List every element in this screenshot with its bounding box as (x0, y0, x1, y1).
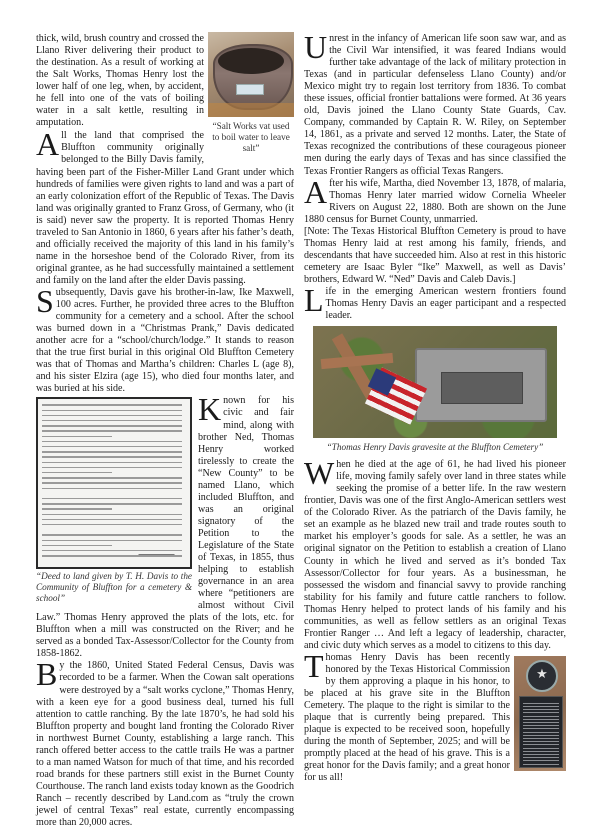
right-column (304, 29, 566, 784)
marker-text-line (523, 741, 559, 742)
paragraph-civic-text: nown for his civic and fair mind, along with brother Ned, Thomas Henry worked tirelessly to create the “New County” to be named Llano, which included Bluffton, and was an original signatory of the Petition to the Legislature of the State of Texas, in 1855, thus helping to establish governance in an area where “petitioners are almost without Civil Law.” Thomas Henry approved the plats of the lots, etc. for Bluffton when a mill was constructed on the River; and he served as a bonded Tax-Assessor/Collector for the County from 1858-1862. (36, 395, 294, 660)
deed-text-line (42, 545, 112, 546)
marker-text-line (523, 735, 559, 736)
deed-text-line (42, 555, 182, 556)
drop-cap: K (198, 391, 222, 428)
marker-text-line (523, 716, 559, 717)
marker-text-line (523, 757, 559, 758)
marker-text-line (523, 709, 559, 710)
paragraph-marriage-text: fter his wife, Martha, died November 13, 1878, of malaria, Thomas Henry later married widow Cornelia Wheeler Rivers on August 22, 1880. Both are shown on the June 1880 census for Burnet County, unmarried. (304, 177, 566, 225)
drop-cap: T (304, 647, 324, 684)
deed-text-line (42, 519, 182, 520)
deed-text-line (42, 420, 182, 421)
salt-vat-photo (208, 32, 294, 117)
paragraph-honor-text: homas Henry Davis has been recently honored by the Texas Historical Commission by them approving a plaque in his honor, to be placed at his grave site in the Bluffton Cemetery. The plaque to the right is similar to the plaque that is currently being prepared. This plaque is expected to be received soon, hopefully during the month of September, 2025; and will be promptly placed at the head of his grave. This is a great honor for the Davis family; and a great honor for us all! (304, 651, 510, 784)
star-icon: ★ (536, 665, 548, 681)
paragraph-legacy-text: hen he died at the age of 61, he had lived his pioneer life, moving family safely over land in three states while seeking the promise of a better life. In the raw western frontier, Davis was one of the first Anglo-American settlers west of the Colorado River. As the patriarch of the Davis family, he set an example as he blazed new trail and trade routes south to market his employer’s goods for sale. As a settler, he was an original signator on the Petition to establish a creation of Llano County in which he lived and served as it’s bonded Tax Assessor/Collector for four years. As a businessman, he possessed the wisdom and financial savvy to provide ranching stability for his family and future cattle ranchers to follow. Thomas Henry helped to protect lands of his family and his communities, as well as fellow settlers as an original Texas Frontier Ranger … And left a legacy of leadership, character, and civic duty which serves as a model to citizens to this day. (304, 459, 566, 651)
paragraph-cemetery-text: ubsequently, Davis gave his brother-in-law, Ike Maxwell, 100 acres. Further, he provided three acres to the Bluffton community for a cemetery and a school. After the school was burned down in a “Christmas Prank,” Davis dedicated another acre for a “school/church/lodge.” It stands to reason that the true first burial in this original Old Bluffton Cemetery was that of Thomas and Martha’s children: Charles L (age 8), and his sister Elzira (age 15), who died four months later, and was buried at his side. (36, 286, 294, 395)
marker-text-line (523, 748, 559, 749)
drop-cap: A (304, 173, 328, 210)
marker-text-line (523, 754, 559, 755)
paragraph-cemetery (36, 282, 294, 395)
deed-text-line (42, 404, 182, 405)
marker-text-line (523, 703, 559, 704)
paragraph-cemetery-text-wrapper (36, 282, 294, 395)
marker-text-line (523, 722, 559, 723)
vat-interior (218, 48, 284, 74)
marker-text-line (523, 719, 559, 720)
texas-seal (526, 660, 558, 692)
marker-text-line (523, 725, 559, 726)
marker-text-line (523, 751, 559, 752)
deed-text-line (42, 467, 182, 468)
deed-text-line (42, 415, 182, 416)
deed-text-line (42, 441, 182, 442)
deed-text-line (42, 508, 112, 509)
deed-text-line (42, 430, 182, 431)
marker-text-line (523, 706, 559, 707)
paragraph-legacy (304, 455, 566, 652)
drop-cap: U (304, 29, 328, 65)
deed-figure (36, 397, 192, 604)
plaque-figure (514, 656, 566, 771)
marker-text-line (523, 744, 559, 745)
headstone-panel (441, 372, 523, 404)
paragraph-frontier-text: ife in the emerging American western frontiers found Thomas Henry Davis an eager participant and a respected leader. (325, 285, 566, 322)
paragraph-land-text: ll the land that comprised the Bluffton community originally belonged to the Billy Davis family, having been part of the Fisher-Miller Land Grant under which hundreds of families were given rights to land and was a part of an early colonization effort of the Republic of Texas. The Davis land was originally granted to Franz Gross, of Germany, who (it is said) never saw the property. It is reported Thomas Henry traveled to San Antonio in 1860, 6 years after his father’s death, and officially received the majority of this land in his family’s name in the horseshoe bend of the Colorado River, from its original grantee, as he had successfully maintained a settlement and family on the land after the elder Davis passing. (36, 130, 294, 286)
deed-text-line (42, 477, 182, 478)
marker-text-line (523, 732, 559, 733)
paragraph-census-text: y the 1860, United Stated Federal Census, Davis was recorded to be a farmer. When the Cowan salt operations were destroyed by a “salt works cyclone,” Thomas Henry, with a keen eye for a good business deal, turned his full attention to cattle ranching. By the late 1870’s, he had sold his Bluffton property and bought land fronting the Colorado River in northwest Burnet County, establishing a large ranch. This ranch offered better access to the cattle trails He was a partner to a man named Watson for much of that time, and his recorded road brands for these partners still exist in the Burnet County Courthouse. The ranch land exists today known as the Goodrich Ranch – recently described by Land.com as “truly the crown jewel of central Texas” real estate, currently encompassing more than 20,000 acres. (36, 660, 294, 829)
marker-text-line (523, 764, 559, 765)
headstone (415, 348, 547, 422)
marker-text-line (523, 760, 559, 761)
deed-text-line (42, 456, 182, 457)
vat-label (236, 84, 264, 95)
paragraph-marriage (304, 173, 566, 226)
left-column (36, 33, 294, 829)
drop-cap: A (36, 126, 60, 163)
paragraph-salt-works: thick, wild, brush country and crossed the Llano River delivering their product to the destination. As a result of working at the Salt Works, Thomas Henry lost the lower half of one leg, when, by accident, he fell into one of the vats of boiling water in a salt kettle, resulting in amputation. (36, 33, 204, 129)
deed-text-line (42, 446, 182, 447)
deed-text-line (42, 472, 112, 473)
deed-text-line (42, 425, 182, 426)
deed-text-line (42, 498, 182, 499)
deed-text-line (42, 524, 182, 525)
deed-text-line (42, 410, 182, 411)
marker-text-line (523, 728, 559, 729)
drop-cap: B (36, 656, 58, 693)
deed-text-line (42, 451, 182, 452)
drop-cap: S (36, 282, 54, 319)
floor-tile (208, 103, 294, 117)
deed-signature (138, 546, 177, 555)
marker-text-line (523, 738, 559, 739)
deed-text-line (42, 534, 182, 535)
paragraph-note: [Note: The Texas Historical Bluffton Cemetery is proud to have Thomas Henry laid at rest among his family, friends, and descendants that have succeeded him. Also at rest in this historic cemetery are Isaac Byler “Ike” Maxwell, as well as Davis’ brothers, Edward W. “Ned” Davis and Caleb Davis.] (304, 225, 566, 285)
drop-cap: L (304, 281, 324, 318)
historical-marker-photo (514, 656, 566, 771)
paragraph-civil-war-text: nrest in the infancy of American life soon saw war, and as the Civil War intensified, it was feared Indians would further take advantage of the lack of military protection in Texas (and in particular defenseless Llano County) and/or Mexico might try to regain lost territory from 1836. To combat these issues, official frontier battalions were formed. At 36 years old, Davis joined the Llano County State Guards, Cav. Company, commanded by Captain R. W. Riley, on September 14, 1861, as a private and served 12 months. Later, the State of Texas recognized the contributions of these courageous pioneer men during the early days of Texas and has since classified the Texas Frontier Rangers as official Texas Rangers. (304, 33, 566, 177)
paragraph-census (36, 656, 294, 829)
gravesite-caption: “Thomas Henry Davis gravesite at the Bluffton Cemetery” (326, 442, 544, 453)
deed-text-line (42, 436, 112, 437)
paragraph-civil-war (304, 29, 566, 178)
deed-text-line (42, 462, 182, 463)
salt-vat-caption: “Salt Works vat used to boil water to leave salt” (212, 121, 290, 153)
deed-caption: “Deed to land given by T. H. Davis to the Community of Bluffton for a cemetery & school” (36, 571, 192, 604)
salt-vat-figure (208, 32, 294, 154)
marker-text-line (523, 712, 559, 713)
marker-plate (519, 696, 563, 768)
paragraph-frontier (304, 281, 566, 322)
deed-text-line (42, 503, 182, 504)
drop-cap: W (304, 455, 335, 492)
gravesite-photo (313, 326, 557, 438)
deed-document-image (36, 397, 192, 569)
deed-text-line (42, 540, 182, 541)
gravesite-figure (313, 326, 557, 453)
deed-text-line (42, 488, 182, 489)
deed-text-line (42, 482, 182, 483)
deed-text-line (42, 514, 182, 515)
